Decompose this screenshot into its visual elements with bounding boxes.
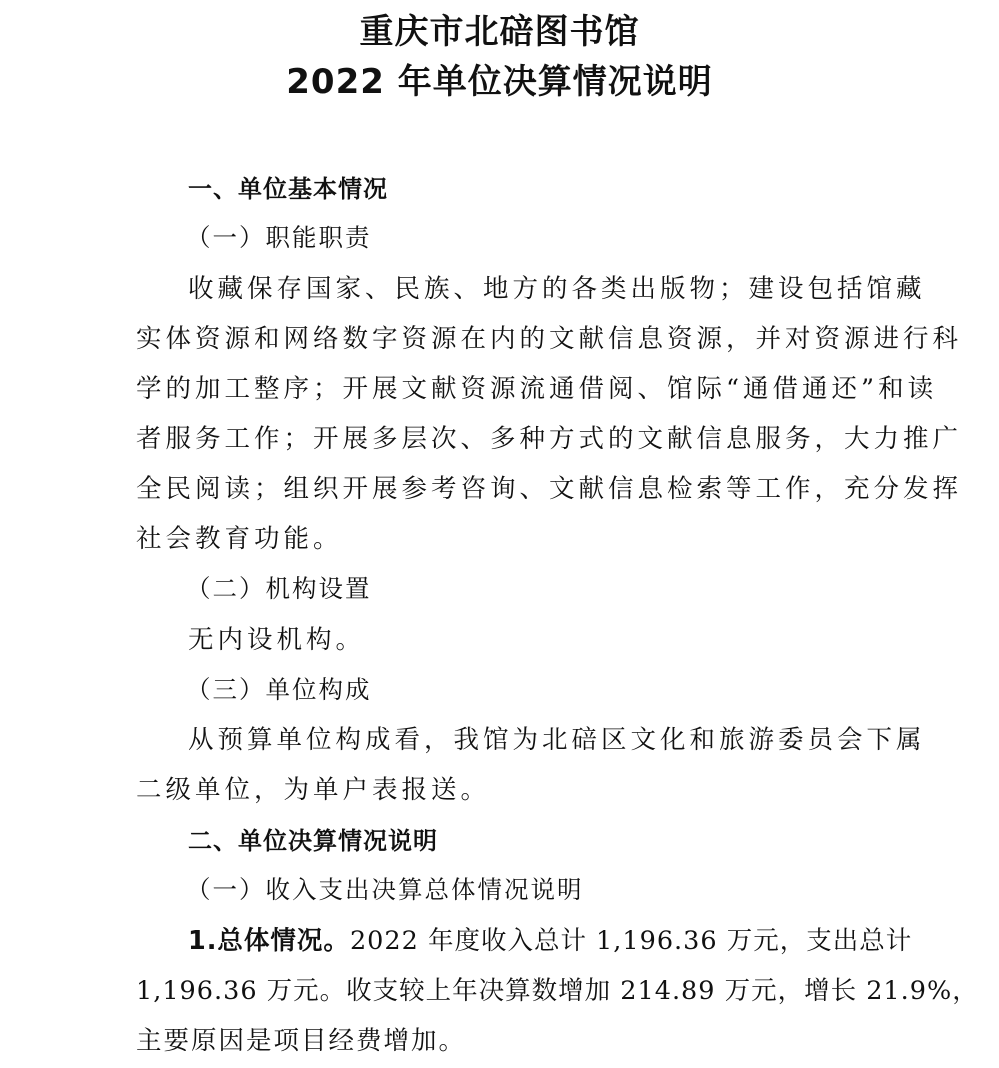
paragraph-overall-line-3: 主要原因是项目经费增加。 — [136, 1026, 467, 1056]
paragraph-functions-line: 实体资源和网络数字资源在内的文献信息资源，并对资源进行科 — [136, 324, 963, 354]
subsection-heading-functions: （一）职能职责 — [186, 223, 372, 252]
paragraph-overall-line-1 — [188, 924, 912, 958]
subsection-heading-composition: （三）单位构成 — [186, 675, 372, 704]
overall-line-1-rest: 2022 年度收入总计 1,196.36 万元，支出总计 — [349, 926, 913, 956]
paragraph-functions-line: 全民阅读；组织开展参考咨询、文献信息检索等工作，充分发挥 — [136, 474, 963, 504]
document-title-line-2: 2022 年单位决算情况说明 — [286, 62, 713, 102]
section-heading-basic-info: 一、单位基本情况 — [188, 175, 388, 203]
overall-lead: 1.总体情况。 — [188, 926, 350, 956]
paragraph-composition-line: 二级单位，为单户表报送。 — [136, 775, 491, 805]
paragraph-overall-line-2: 1,196.36 万元。收支较上年决算数增加 214.89 万元，增长 21.9%， — [136, 976, 979, 1006]
subsection-heading-income-expense: （一）收入支出决算总体情况说明 — [186, 875, 584, 904]
paragraph-functions-line: 学的加工整序；开展文献资源流通借阅、馆际“通借通还”和读 — [136, 374, 938, 404]
paragraph-functions-line: 者服务工作；开展多层次、多种方式的文献信息服务，大力推广 — [136, 424, 963, 454]
subsection-heading-organization: （二）机构设置 — [186, 574, 372, 603]
paragraph-functions-line: 收藏保存国家、民族、地方的各类出版物；建设包括馆藏 — [188, 274, 926, 304]
section-heading-final-accounts: 二、单位决算情况说明 — [188, 827, 438, 855]
paragraph-composition-line: 从预算单位构成看，我馆为北碚区文化和旅游委员会下属 — [188, 725, 926, 755]
paragraph-functions-line: 社会教育功能。 — [136, 524, 343, 554]
paragraph-organization: 无内设机构。 — [188, 625, 366, 655]
document-title-line-1: 重庆市北碚图书馆 — [359, 12, 640, 52]
